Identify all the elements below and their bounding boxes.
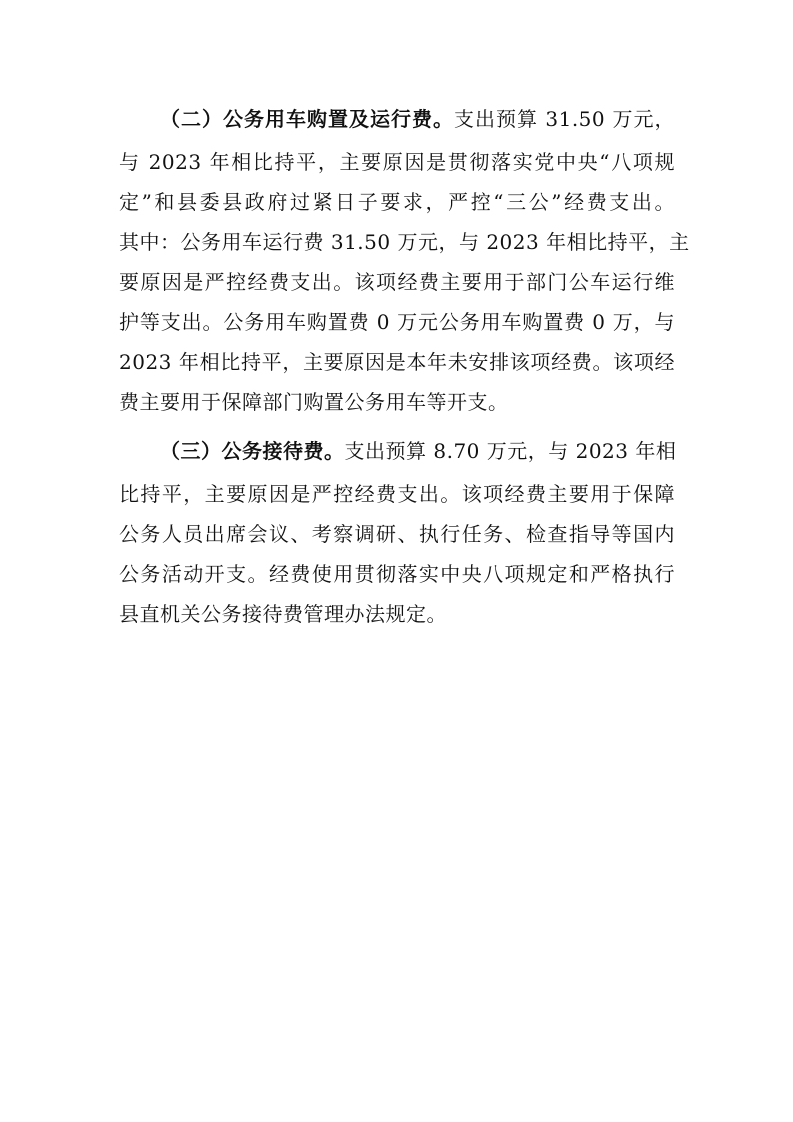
paragraph-line: [160, 102, 675, 136]
paragraph-line: 公务人员出席会议、考察调研、执行任务、检查指导等国内: [119, 522, 675, 546]
paragraph-text: 支出预算 31.50 万元，: [454, 107, 675, 131]
paragraph-line: 2023 年相比持平，主要原因是本年未安排该项经费。该项经: [119, 350, 675, 374]
paragraph-line: 定”和县委县政府过紧日子要求，严控“三公”经费支出。: [119, 190, 675, 214]
paragraph-line: 要原因是严控经费支出。该项经费主要用于部门公车运行维: [119, 270, 675, 294]
section-heading: （二）公务用车购置及运行费。: [160, 107, 455, 131]
paragraph-line: 公务活动开支。经费使用贯彻落实中央八项规定和严格执行: [119, 562, 675, 586]
paragraph-text: 支出预算 8.70 万元，与 2023 年相: [344, 439, 677, 463]
paragraph-line: 费主要用于保障部门购置公务用车等开支。: [119, 390, 509, 414]
section-heading: （三）公务接待费。: [160, 439, 345, 463]
paragraph-line: 县直机关公务接待费管理办法规定。: [119, 602, 447, 626]
paragraph-line: 护等支出。公务用车购置费 0 万元公务用车购置费 0 万，与: [119, 310, 675, 334]
paragraph-line: [160, 434, 675, 468]
paragraph-line: 与 2023 年相比持平，主要原因是贯彻落实党中央“八项规: [119, 150, 675, 174]
paragraph-line: 比持平，主要原因是严控经费支出。该项经费主要用于保障: [119, 482, 675, 506]
paragraph-line: 其中：公务用车运行费 31.50 万元，与 2023 年相比持平，主: [119, 230, 690, 254]
